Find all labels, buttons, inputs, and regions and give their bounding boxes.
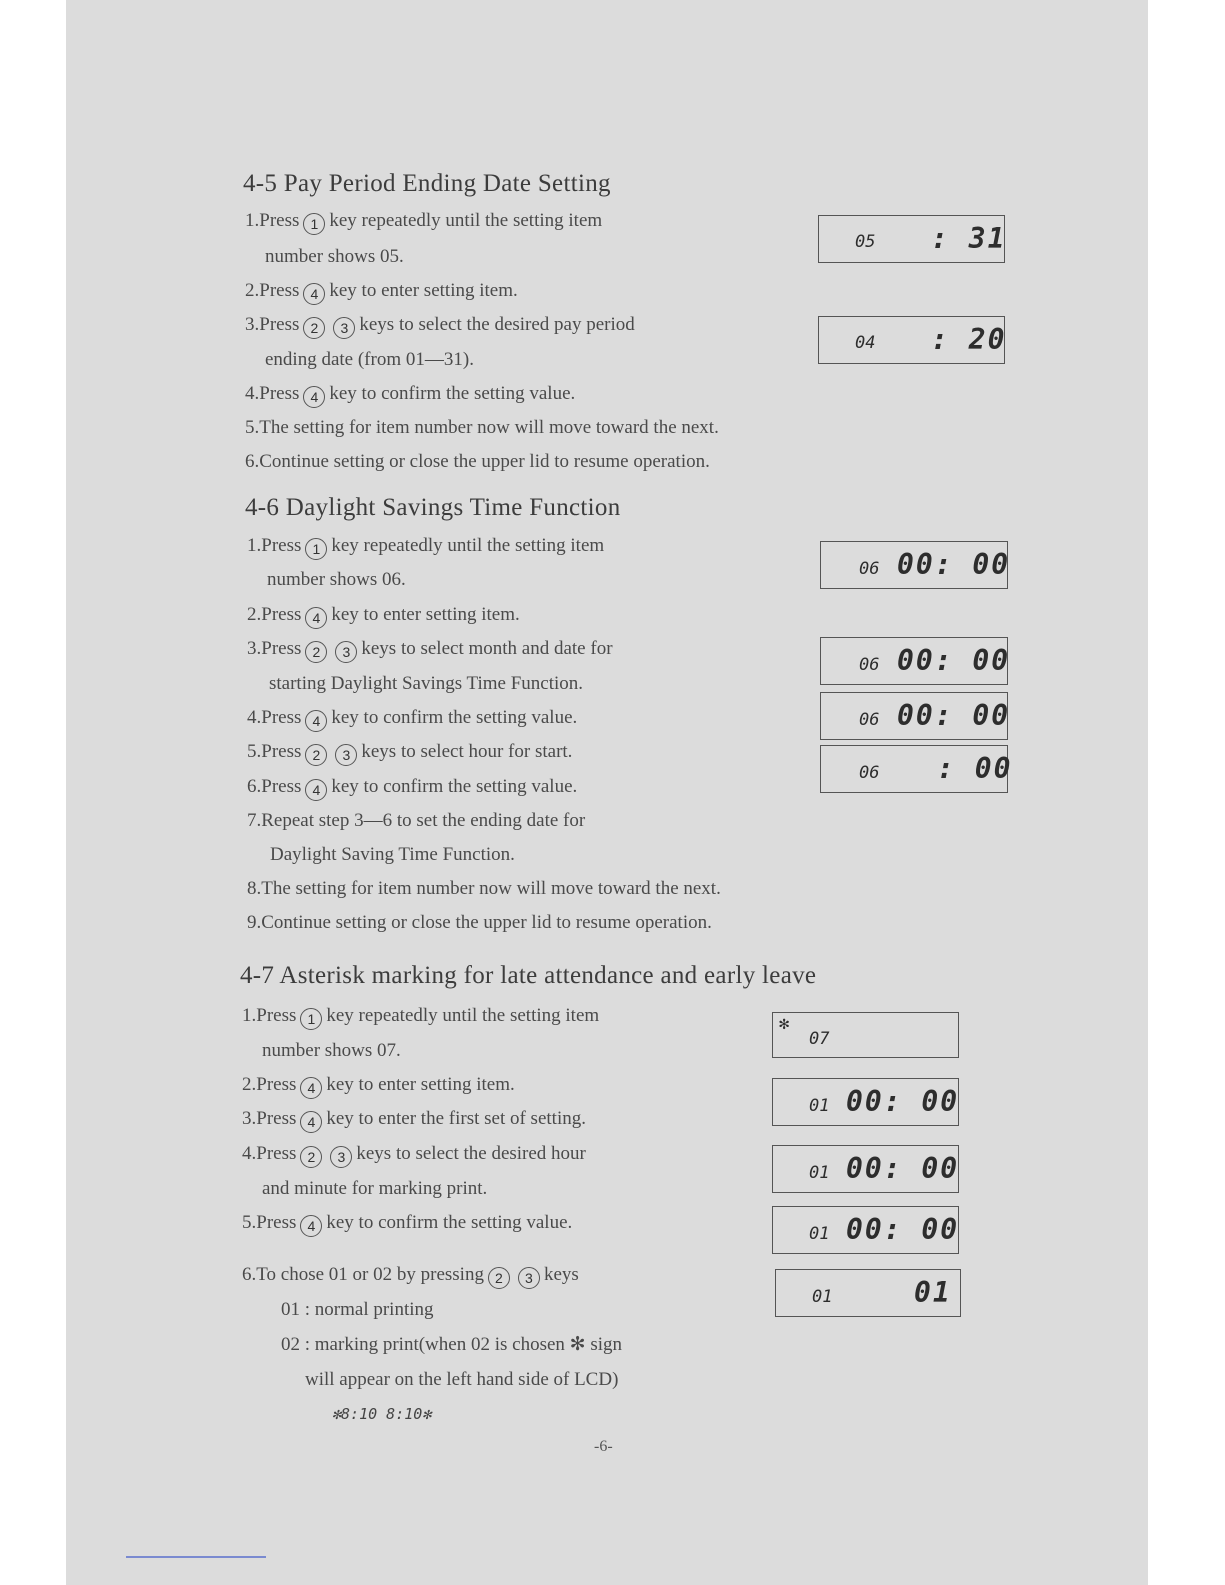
- step-text: Press: [261, 604, 302, 625]
- key-4-icon: 4: [305, 779, 327, 801]
- lcd-value: 00: 00: [846, 1085, 960, 1118]
- key-4-icon: 4: [303, 386, 325, 408]
- lcd-display: [818, 215, 1005, 263]
- step-text: Press: [261, 741, 302, 762]
- key-3-icon: 3: [335, 744, 357, 766]
- step-number: 3.: [242, 1108, 257, 1129]
- step-number: 1.: [247, 535, 262, 556]
- marking-example: ✻8:10 8:10✻: [332, 1405, 432, 1423]
- step-number: 5.: [242, 1212, 257, 1233]
- step-4-7-2: [242, 1068, 515, 1102]
- step-4-7-1: [242, 999, 599, 1033]
- step-text: Press: [259, 383, 300, 404]
- step-text: key to enter setting item.: [329, 280, 518, 301]
- step-text: Continue setting or close the upper lid to resume operation.: [261, 912, 712, 933]
- step-text: Press: [261, 638, 302, 659]
- step-text: Press: [261, 707, 302, 728]
- key-4-icon: 4: [300, 1215, 322, 1237]
- step-text: The setting for item number now will move toward the next.: [259, 417, 719, 438]
- key-2-icon: 2: [488, 1267, 510, 1289]
- step-text: Press: [261, 776, 302, 797]
- step-number: 8.: [247, 878, 262, 899]
- lcd-item-number: 06: [859, 559, 880, 579]
- step-text: key to confirm the setting value.: [326, 1212, 573, 1233]
- key-2-icon: 2: [300, 1146, 322, 1168]
- lcd-item-number: 06: [859, 763, 880, 783]
- step-number: 5.: [245, 417, 260, 438]
- step-text: Press: [259, 280, 300, 301]
- step-text: keys to select hour for start.: [361, 741, 573, 762]
- lcd-item-number: 05: [855, 232, 876, 252]
- step-number: 3.: [247, 638, 262, 659]
- step-4-5-1-cont: number shows 05.: [265, 246, 404, 267]
- step-text: Press: [259, 210, 300, 231]
- step-text: keys to select the desired pay period: [359, 314, 635, 335]
- key-4-icon: 4: [303, 283, 325, 305]
- lcd-item-number: 06: [859, 655, 880, 675]
- step-4-5-2: [245, 274, 518, 308]
- lcd-value: 00: 00: [897, 699, 1011, 732]
- key-2-icon: 2: [305, 744, 327, 766]
- step-text: key to confirm the setting value.: [331, 776, 578, 797]
- step-text: key to confirm the setting value.: [331, 707, 578, 728]
- step-text: Press: [256, 1005, 297, 1026]
- step-4-6-6: [247, 770, 577, 804]
- lcd-item-number: 04: [855, 333, 876, 353]
- lcd-display: [820, 541, 1011, 589]
- step-4-5-6: [245, 445, 710, 479]
- step-4-7-3: [242, 1102, 586, 1136]
- key-3-icon: 3: [518, 1267, 540, 1289]
- step-4-7-6: [242, 1258, 579, 1292]
- step-4-6-7-cont: Daylight Saving Time Function.: [270, 844, 515, 865]
- step-number: 1.: [245, 210, 260, 231]
- key-1-icon: 1: [305, 538, 327, 560]
- step-number: 6.: [242, 1264, 257, 1285]
- key-1-icon: 1: [300, 1008, 322, 1030]
- step-text: Press: [256, 1212, 297, 1233]
- option-normal: 01 : normal printing: [281, 1299, 434, 1320]
- lcd-item-number: 01: [809, 1224, 830, 1244]
- step-number: 4.: [247, 707, 262, 728]
- lcd-item-number: 01: [812, 1287, 833, 1307]
- key-4-icon: 4: [305, 710, 327, 732]
- lcd-value: : 31: [931, 222, 1007, 255]
- step-text: Repeat step 3—6 to set the ending date for: [261, 810, 586, 831]
- step-4-5-3-cont: ending date (from 01—31).: [265, 349, 474, 370]
- step-number: 5.: [247, 741, 262, 762]
- step-text: key repeatedly until the setting item: [329, 210, 603, 231]
- section-4-5-title: 4-5 Pay Period Ending Date Setting: [243, 170, 611, 197]
- step-4-6-3: [247, 632, 613, 666]
- step-text: key to enter setting item.: [326, 1074, 515, 1095]
- step-text: To chose 01 or 02 by pressing: [256, 1264, 484, 1285]
- key-3-icon: 3: [330, 1146, 352, 1168]
- step-text: key repeatedly until the setting item: [331, 535, 605, 556]
- step-4-6-9: [247, 906, 712, 940]
- step-number: 4.: [242, 1143, 257, 1164]
- key-4-icon: 4: [300, 1077, 322, 1099]
- option-marking-cont: will appear on the left hand side of LCD): [305, 1369, 619, 1390]
- step-text: Press: [256, 1108, 297, 1129]
- step-4-7-4-cont: and minute for marking print.: [262, 1178, 488, 1199]
- step-text: Press: [259, 314, 300, 335]
- lcd-value: 00: 00: [846, 1152, 960, 1185]
- step-4-6-2: [247, 598, 520, 632]
- lcd-item-number: 01: [809, 1163, 830, 1183]
- lcd-value: 00: 00: [846, 1213, 960, 1246]
- step-number: 4.: [245, 383, 260, 404]
- step-text: keys: [543, 1264, 579, 1285]
- lcd-item-number: 06: [859, 710, 880, 730]
- step-text: Continue setting or close the upper lid to resume operation.: [259, 451, 710, 472]
- step-text: key repeatedly until the setting item: [326, 1005, 600, 1026]
- step-number: 2.: [242, 1074, 257, 1095]
- lcd-display: [772, 1145, 959, 1193]
- step-4-6-7: [247, 804, 585, 838]
- step-text: Press: [261, 535, 302, 556]
- key-4-icon: 4: [300, 1111, 322, 1133]
- lcd-display: [820, 745, 1013, 793]
- step-4-6-1: [247, 529, 604, 563]
- section-4-7-title: 4-7 Asterisk marking for late attendance and early leave: [240, 962, 817, 989]
- step-4-7-5: [242, 1206, 572, 1240]
- key-2-icon: 2: [303, 317, 325, 339]
- step-text: key to confirm the setting value.: [329, 383, 576, 404]
- step-4-7-4: [242, 1137, 586, 1171]
- step-number: 2.: [247, 604, 262, 625]
- lcd-value: : 20: [931, 323, 1007, 356]
- step-4-6-8: [247, 872, 721, 906]
- key-2-icon: 2: [305, 641, 327, 663]
- step-number: 1.: [242, 1005, 257, 1026]
- step-text: keys to select the desired hour: [356, 1143, 586, 1164]
- step-text: Press: [256, 1143, 297, 1164]
- step-number: 7.: [247, 810, 262, 831]
- lcd-value: 00: 00: [897, 644, 1011, 677]
- lcd-value: : 00: [937, 752, 1013, 785]
- step-text: key to enter setting item.: [331, 604, 520, 625]
- scan-underline: [126, 1556, 266, 1558]
- lcd-display: [772, 1078, 959, 1126]
- key-3-icon: 3: [335, 641, 357, 663]
- lcd-display: [775, 1269, 961, 1317]
- step-4-6-5: [247, 735, 572, 769]
- step-4-5-3: [245, 308, 635, 342]
- step-text: key to enter the first set of setting.: [326, 1108, 586, 1129]
- step-4-5-4: [245, 377, 575, 411]
- lcd-value: 01: [914, 1276, 952, 1309]
- page-number: -6-: [594, 1438, 613, 1455]
- step-text: The setting for item number now will move toward the next.: [261, 878, 721, 899]
- lcd-item-number: 07: [809, 1029, 830, 1049]
- step-number: 3.: [245, 314, 260, 335]
- step-number: 2.: [245, 280, 260, 301]
- section-4-6-title: 4-6 Daylight Savings Time Function: [245, 494, 621, 521]
- key-4-icon: 4: [305, 607, 327, 629]
- lcd-display: [820, 692, 1011, 740]
- lcd-display: [818, 316, 1005, 364]
- step-4-6-3-cont: starting Daylight Savings Time Function.: [269, 673, 584, 694]
- step-number: 6.: [245, 451, 260, 472]
- step-number: 9.: [247, 912, 262, 933]
- lcd-display: [820, 637, 1011, 685]
- step-4-6-1-cont: number shows 06.: [267, 569, 406, 590]
- step-4-5-1: [245, 204, 602, 238]
- step-text: keys to select month and date for: [361, 638, 613, 659]
- step-4-6-4: [247, 701, 577, 735]
- step-number: 6.: [247, 776, 262, 797]
- lcd-item-number: 01: [809, 1096, 830, 1116]
- asterisk-icon: ✻: [779, 1014, 790, 1034]
- key-1-icon: 1: [303, 213, 325, 235]
- lcd-display: [772, 1206, 959, 1254]
- step-text: Press: [256, 1074, 297, 1095]
- lcd-display: [772, 1012, 959, 1058]
- option-marking: 02 : marking print(when 02 is chosen ✻ sign: [281, 1334, 622, 1355]
- lcd-value: 00: 00: [897, 548, 1011, 581]
- key-3-icon: 3: [333, 317, 355, 339]
- step-4-7-1-cont: number shows 07.: [262, 1040, 401, 1061]
- step-4-5-5: [245, 411, 719, 445]
